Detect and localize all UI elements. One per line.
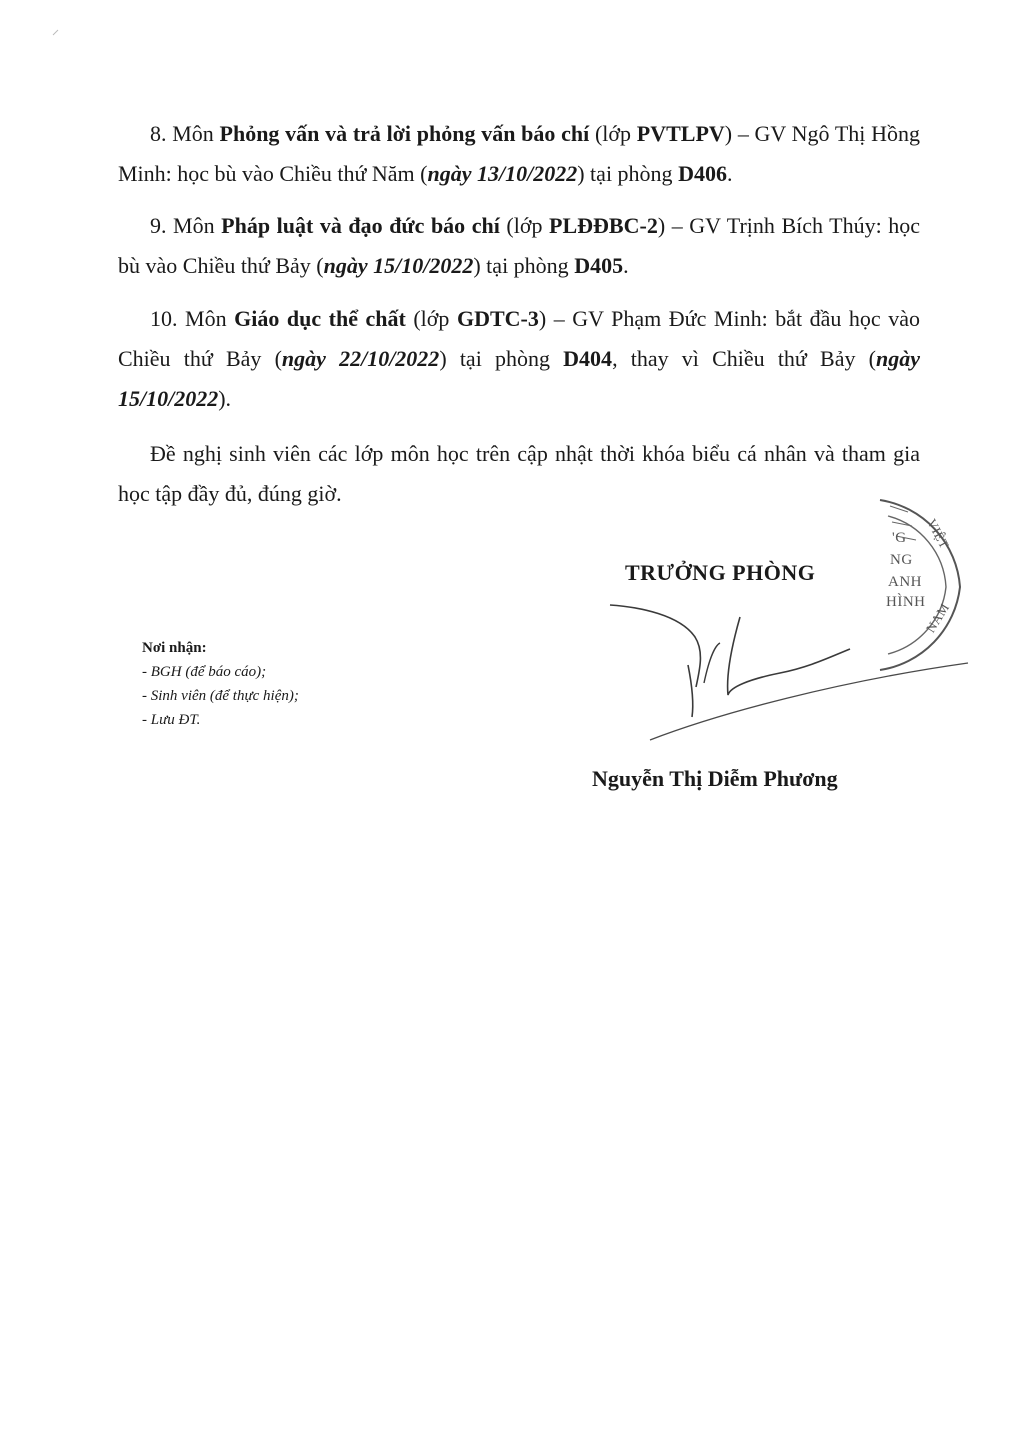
signature-title: TRƯỞNG PHÒNG: [625, 560, 816, 585]
recipient-item: - Sinh viên (để thực hiện);: [142, 688, 299, 704]
text-segment: .: [726, 161, 733, 186]
text-segment: ) tại phòng: [473, 253, 575, 278]
text-segment: (: [316, 253, 324, 278]
stamp-line-1: 'G: [892, 530, 907, 546]
text-segment: 8. Môn: [150, 121, 220, 146]
emphasis-text: Giáo dục thể chất: [234, 306, 406, 331]
emphasis-text: PVTLPV: [636, 121, 725, 146]
text-segment: .: [623, 253, 629, 278]
date-text: ngày 15/10/2022: [118, 346, 920, 411]
scan-mark: [52, 28, 60, 36]
date-text: ngày 13/10/2022: [427, 161, 578, 186]
emphasis-text: Phỏng vấn và trả lời phỏng vấn báo chí: [219, 121, 590, 146]
text-segment: (: [420, 161, 428, 186]
date-text: ngày 15/10/2022: [323, 253, 474, 278]
text-segment: 9. Môn: [150, 213, 222, 238]
closing-paragraph: [118, 434, 920, 514]
recipient-item: - Lưu ĐT.: [142, 712, 201, 728]
stamp-arc-bottom: NAM: [922, 600, 953, 636]
text-segment: ) tại phòng: [439, 346, 564, 371]
date-text: ngày 22/10/2022: [281, 346, 440, 371]
recipient-item: - BGH (để báo cáo);: [142, 664, 267, 680]
list-item-8: [118, 114, 920, 194]
stamp-line-2: NG: [890, 552, 913, 568]
signer-name: Nguyễn Thị Diễm Phương: [592, 766, 838, 791]
emphasis-text: D406: [678, 161, 727, 186]
handwritten-signature: [600, 595, 980, 755]
text-segment: (lớp: [589, 121, 637, 146]
closing-text: Đề nghị sinh viên các lớp môn học trên cập nhật thời khóa biểu cá nhân và tham gia học tập đầy đủ, đúng giờ.: [118, 441, 920, 506]
text-segment: ) tại phòng: [577, 161, 679, 186]
text-segment: ) – GV Ngô Thị Hồng Minh: học bù vào Chiều thứ Năm: [118, 121, 921, 186]
list-item-9: [118, 206, 920, 286]
stamp-line-4: HÌNH: [886, 594, 926, 610]
stamp-line-3: ANH: [888, 574, 922, 590]
text-segment: , thay vì Chiều thứ Bảy (: [612, 346, 876, 371]
emphasis-text: PLĐĐBC-2: [549, 213, 658, 238]
emphasis-text: Pháp luật và đạo đức báo chí: [221, 213, 500, 238]
text-segment: (lớp: [405, 306, 457, 331]
stamp-arc-top: VIỆT: [924, 516, 953, 552]
text-segment: (: [274, 346, 282, 371]
text-segment: ).: [218, 386, 232, 411]
emphasis-text: GDTC-3: [456, 306, 539, 331]
list-item-10: [118, 299, 920, 419]
emphasis-text: D404: [563, 346, 613, 371]
emphasis-text: D405: [574, 253, 624, 278]
recipients-heading: Nơi nhận:: [142, 640, 207, 656]
text-segment: 10. Môn: [150, 306, 235, 331]
recipients-block: [142, 636, 299, 732]
text-segment: ) – GV Phạm Đức Minh: bắt đầu học vào Chiều thứ Bảy: [118, 306, 920, 371]
text-segment: ) – GV Trịnh Bích Thúy: học bù vào Chiều thứ Bảy: [118, 213, 921, 278]
text-segment: (lớp: [499, 213, 550, 238]
